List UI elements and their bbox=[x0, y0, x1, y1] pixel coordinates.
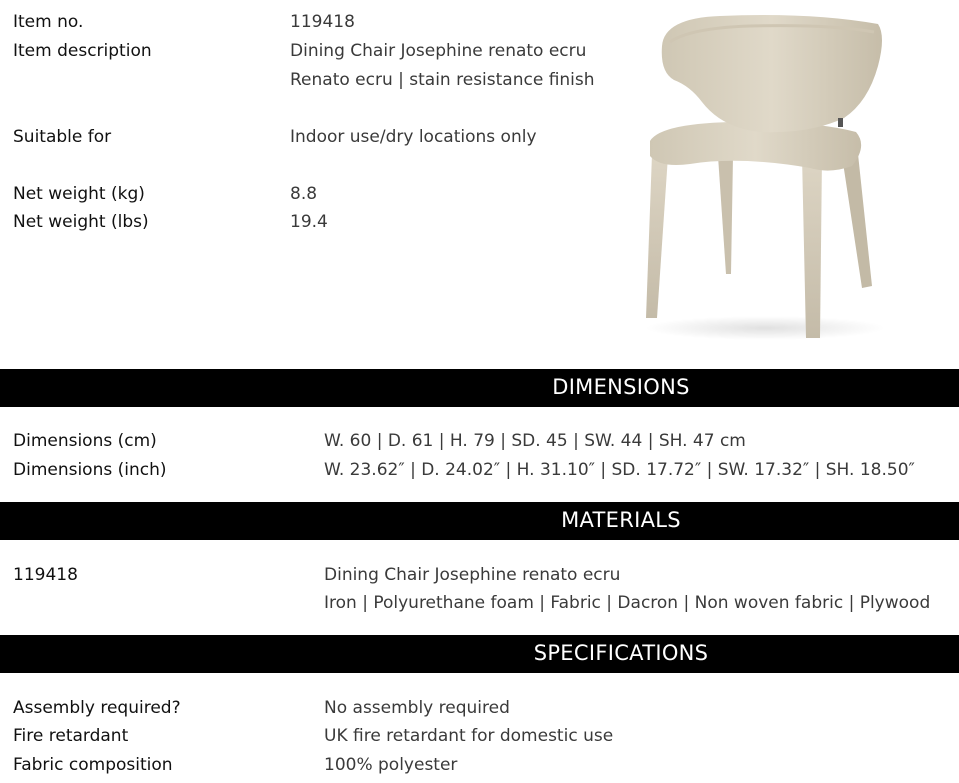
dimensions-inch-value: W. 23.62″ | D. 24.02″ | H. 31.10″ | SD. 17.72″ | SW. 17.32″ | SH. 18.50″ bbox=[324, 460, 915, 480]
materials-name: Dining Chair Josephine renato ecru bbox=[324, 565, 621, 585]
net-weight-kg-label: Net weight (kg) bbox=[13, 184, 145, 204]
suitable-for-label: Suitable for bbox=[13, 127, 112, 147]
net-weight-kg-value: 8.8 bbox=[290, 184, 318, 204]
item-description-label: Item description bbox=[13, 41, 152, 61]
net-weight-lbs-label: Net weight (lbs) bbox=[13, 212, 149, 232]
item-no-label: Item no. bbox=[13, 12, 84, 32]
item-no-value: 119418 bbox=[290, 12, 355, 32]
dimensions-cm-value: W. 60 | D. 61 | H. 79 | SD. 45 | SW. 44 | SH. 47 cm bbox=[324, 431, 746, 451]
item-description-line2: Renato ecru | stain resistance finish bbox=[290, 70, 595, 90]
dimensions-inch-label: Dimensions (inch) bbox=[13, 460, 167, 480]
fire-retardant-label: Fire retardant bbox=[13, 726, 129, 746]
assembly-required-label: Assembly required? bbox=[13, 698, 181, 718]
fabric-composition-value: 100% polyester bbox=[324, 755, 458, 775]
materials-heading: MATERIALS bbox=[561, 508, 681, 532]
fire-retardant-value: UK fire retardant for domestic use bbox=[324, 726, 614, 746]
fabric-composition-label: Fabric composition bbox=[13, 755, 173, 775]
suitable-for-value: Indoor use/dry locations only bbox=[290, 127, 537, 147]
product-image-chair bbox=[630, 6, 890, 346]
specifications-heading: SPECIFICATIONS bbox=[533, 641, 709, 665]
dimensions-cm-label: Dimensions (cm) bbox=[13, 431, 157, 451]
specifications-heading-bar bbox=[0, 635, 959, 673]
net-weight-lbs-value: 19.4 bbox=[290, 212, 328, 232]
assembly-required-value: No assembly required bbox=[324, 698, 510, 718]
materials-code: 119418 bbox=[13, 565, 78, 585]
dimensions-heading-bar bbox=[0, 369, 959, 407]
item-description-line1: Dining Chair Josephine renato ecru bbox=[290, 41, 587, 61]
materials-composition: Iron | Polyurethane foam | Fabric | Dacron | Non woven fabric | Plywood bbox=[324, 593, 931, 613]
materials-heading-bar bbox=[0, 502, 959, 540]
dimensions-heading: DIMENSIONS bbox=[552, 375, 690, 399]
